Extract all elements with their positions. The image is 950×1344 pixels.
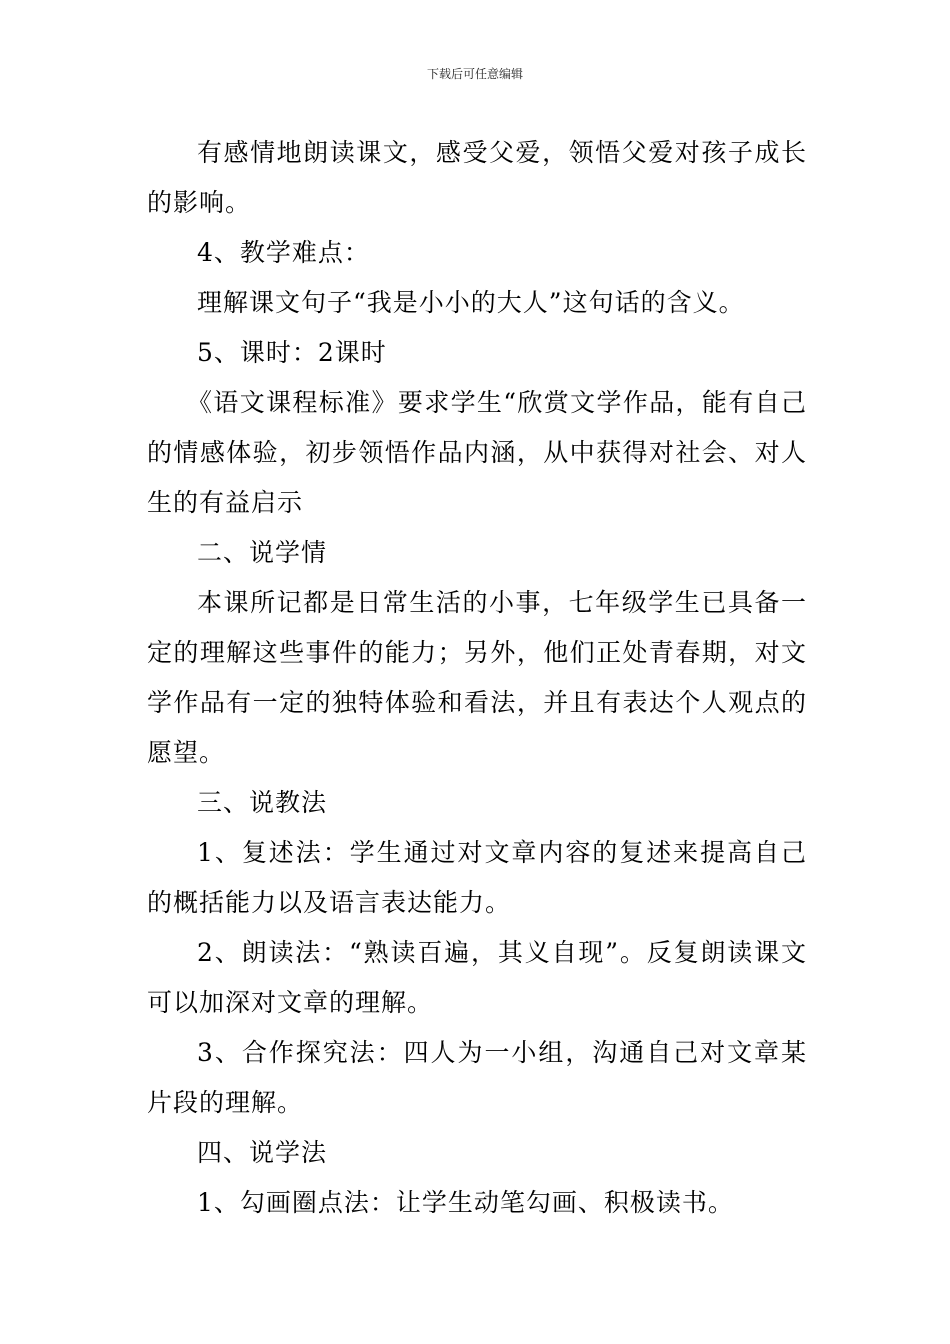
document-body (147, 128, 807, 1228)
paragraph: 1、复述法：学生通过对文章内容的复述来提高自己的概括能力以及语言表达能力。 (147, 838, 807, 917)
paragraph: 1、勾画圈点法：让学生动笔勾画、积极读书。 (197, 1188, 734, 1217)
paragraph: 理解课文句子“我是小小的大人”这句话的含义。 (197, 288, 745, 317)
section-heading: 4、教学难点： (197, 238, 370, 267)
section-heading: 三、说教法 (197, 788, 328, 817)
page-header-note: 下载后可任意编辑 (426, 67, 523, 81)
section-heading: 二、说学情 (197, 538, 328, 567)
paragraph: 2、朗读法：“熟读百遍，其义自现”。反复朗读课文可以加深对文章的理解。 (147, 938, 807, 1017)
section-heading: 5、课时：2课时 (197, 338, 387, 367)
paragraph: 《语文课程标准》要求学生“欣赏文学作品，能有自己的情感体验，初步领悟作品内涵，从中获得对社会、对人生的有益启示 (147, 388, 807, 517)
paragraph: 3、合作探究法：四人为一小组，沟通自己对文章某片段的理解。 (147, 1038, 807, 1117)
paragraph: 有感情地朗读课文，感受父爱，领悟父爱对孩子成长的影响。 (147, 138, 807, 217)
paragraph: 本课所记都是日常生活的小事，七年级学生已具备一定的理解这些事件的能力；另外，他们正处青春期，对文学作品有一定的独特体验和看法，并且有表达个人观点的愿望。 (147, 588, 807, 767)
section-heading: 四、说学法 (197, 1138, 328, 1167)
